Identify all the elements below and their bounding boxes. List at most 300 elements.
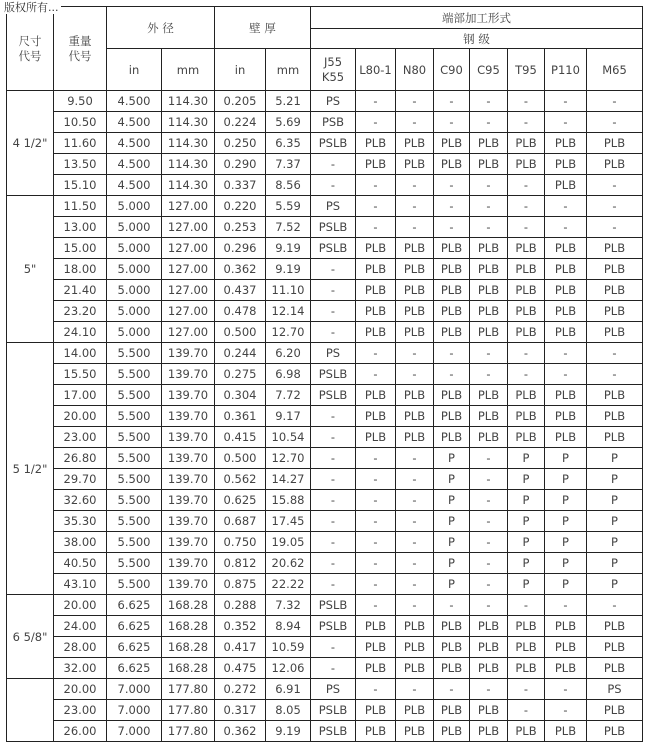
- table-cell: PLB: [545, 406, 587, 427]
- table-cell: 20.00: [54, 595, 107, 616]
- table-cell: PLB: [545, 259, 587, 280]
- table-cell: 0.250: [215, 133, 266, 154]
- table-cell: -: [434, 91, 470, 112]
- table-row: [7, 280, 643, 301]
- header-end-finish: 端部加工形式: [311, 7, 643, 29]
- header-steel-grade: 钢 级: [311, 29, 643, 49]
- table-cell: PLB: [508, 658, 545, 679]
- table-cell: -: [470, 196, 508, 217]
- table-cell: PLB: [470, 280, 508, 301]
- table-cell: 5.500: [107, 406, 162, 427]
- table-row: [7, 196, 643, 217]
- table-cell: -: [508, 679, 545, 700]
- table-row: [7, 217, 643, 238]
- table-row: [7, 406, 643, 427]
- table-cell: -: [396, 532, 434, 553]
- table-cell: 114.30: [162, 112, 215, 133]
- table-cell: P: [434, 469, 470, 490]
- table-cell: 5.59: [266, 196, 311, 217]
- table-cell: PLB: [587, 427, 643, 448]
- table-cell: PLB: [587, 238, 643, 259]
- table-cell: -: [396, 364, 434, 385]
- table-cell: -: [356, 112, 396, 133]
- table-cell: -: [434, 343, 470, 364]
- table-cell: PLB: [508, 616, 545, 637]
- table-row: [7, 553, 643, 574]
- table-cell: 5.000: [107, 217, 162, 238]
- table-row: [7, 154, 643, 175]
- table-cell: -: [311, 301, 356, 322]
- table-row: [7, 112, 643, 133]
- table-cell: 177.80: [162, 721, 215, 742]
- table-cell: -: [470, 448, 508, 469]
- table-cell: PLB: [434, 427, 470, 448]
- header-wall-thickness: 壁 厚: [215, 7, 311, 49]
- table-cell: 8.56: [266, 175, 311, 196]
- table-cell: 17.00: [54, 385, 107, 406]
- table-cell: -: [311, 532, 356, 553]
- table-cell: 20.00: [54, 406, 107, 427]
- table-cell: 0.417: [215, 637, 266, 658]
- table-cell: -: [508, 196, 545, 217]
- table-cell: PLB: [587, 721, 643, 742]
- table-cell: 0.562: [215, 469, 266, 490]
- table-cell: 5.500: [107, 511, 162, 532]
- table-cell: PLB: [587, 280, 643, 301]
- table-cell: P: [587, 511, 643, 532]
- table-cell: 9.50: [54, 91, 107, 112]
- table-cell: 5.500: [107, 364, 162, 385]
- table-cell: PLB: [545, 721, 587, 742]
- table-cell: 0.288: [215, 595, 266, 616]
- table-cell: 139.70: [162, 574, 215, 595]
- table-cell: P: [587, 574, 643, 595]
- table-cell: -: [545, 91, 587, 112]
- size-code-cell: [7, 679, 54, 742]
- table-cell: PLB: [434, 700, 470, 721]
- table-cell: PSLB: [311, 700, 356, 721]
- table-cell: -: [356, 532, 396, 553]
- table-cell: -: [311, 553, 356, 574]
- table-cell: PLB: [396, 133, 434, 154]
- table-cell: PLB: [434, 406, 470, 427]
- header-grade-l80-1: L80-1: [356, 49, 396, 91]
- header-grade-c90: C90: [434, 49, 470, 91]
- table-cell: P: [587, 553, 643, 574]
- table-cell: -: [396, 343, 434, 364]
- header-od-in: in: [107, 49, 162, 91]
- header-wt-mm: mm: [266, 49, 311, 91]
- table-row: [7, 385, 643, 406]
- table-cell: PLB: [508, 721, 545, 742]
- table-cell: 0.812: [215, 553, 266, 574]
- table-cell: PLB: [587, 637, 643, 658]
- table-cell: PLB: [587, 154, 643, 175]
- table-cell: 0.272: [215, 679, 266, 700]
- table-cell: PLB: [587, 700, 643, 721]
- table-cell: 6.625: [107, 595, 162, 616]
- table-cell: PLB: [508, 385, 545, 406]
- table-cell: PLB: [434, 616, 470, 637]
- table-cell: -: [396, 469, 434, 490]
- table-row: [7, 574, 643, 595]
- table-cell: P: [545, 532, 587, 553]
- table-cell: 0.687: [215, 511, 266, 532]
- table-cell: PLB: [545, 616, 587, 637]
- table-cell: PLB: [396, 280, 434, 301]
- table-cell: 0.352: [215, 616, 266, 637]
- table-cell: PLB: [508, 238, 545, 259]
- header-wt-in: in: [215, 49, 266, 91]
- table-cell: P: [508, 490, 545, 511]
- table-cell: -: [356, 448, 396, 469]
- table-row: [7, 238, 643, 259]
- table-cell: 127.00: [162, 301, 215, 322]
- table-cell: 13.00: [54, 217, 107, 238]
- table-cell: PLB: [396, 658, 434, 679]
- table-row: [7, 511, 643, 532]
- table-cell: 7.72: [266, 385, 311, 406]
- table-cell: -: [311, 469, 356, 490]
- table-cell: 0.625: [215, 490, 266, 511]
- table-cell: 20.00: [54, 679, 107, 700]
- table-cell: 19.05: [266, 532, 311, 553]
- table-cell: PLB: [545, 658, 587, 679]
- table-cell: 139.70: [162, 343, 215, 364]
- table-cell: -: [311, 406, 356, 427]
- table-cell: 6.625: [107, 637, 162, 658]
- table-cell: -: [587, 217, 643, 238]
- table-cell: 18.00: [54, 259, 107, 280]
- table-cell: P: [545, 448, 587, 469]
- table-cell: -: [508, 700, 545, 721]
- table-cell: 12.06: [266, 658, 311, 679]
- table-cell: 8.94: [266, 616, 311, 637]
- table-cell: -: [396, 595, 434, 616]
- table-cell: 21.40: [54, 280, 107, 301]
- table-row: [7, 637, 643, 658]
- header-od-mm: mm: [162, 49, 215, 91]
- table-row: [7, 595, 643, 616]
- table-cell: 5.000: [107, 238, 162, 259]
- table-cell: PLB: [434, 322, 470, 343]
- table-cell: 23.00: [54, 427, 107, 448]
- table-cell: PLB: [434, 154, 470, 175]
- table-row: [7, 532, 643, 553]
- table-cell: 0.224: [215, 112, 266, 133]
- table-cell: 14.00: [54, 343, 107, 364]
- header-size-code: 尺寸 代号: [7, 7, 54, 91]
- table-cell: PS: [587, 679, 643, 700]
- table-cell: PLB: [587, 322, 643, 343]
- table-row: [7, 448, 643, 469]
- table-cell: -: [545, 196, 587, 217]
- table-cell: PLB: [356, 616, 396, 637]
- table-cell: -: [434, 175, 470, 196]
- table-cell: P: [508, 448, 545, 469]
- table-cell: -: [311, 322, 356, 343]
- table-cell: PLB: [470, 133, 508, 154]
- table-cell: -: [587, 112, 643, 133]
- table-cell: PLB: [396, 238, 434, 259]
- table-cell: PSLB: [311, 595, 356, 616]
- table-cell: -: [434, 364, 470, 385]
- table-cell: -: [434, 112, 470, 133]
- table-cell: 0.304: [215, 385, 266, 406]
- table-cell: PLB: [470, 301, 508, 322]
- size-code-cell: 6 5/8": [7, 595, 54, 679]
- table-cell: PLB: [508, 427, 545, 448]
- table-cell: P: [508, 469, 545, 490]
- table-cell: PLB: [356, 301, 396, 322]
- table-cell: 5.000: [107, 322, 162, 343]
- table-cell: PLB: [396, 721, 434, 742]
- table-cell: 5.000: [107, 196, 162, 217]
- table-cell: PLB: [508, 322, 545, 343]
- table-cell: 5.500: [107, 343, 162, 364]
- table-cell: -: [545, 112, 587, 133]
- table-cell: P: [587, 490, 643, 511]
- table-cell: 5.500: [107, 385, 162, 406]
- table-cell: -: [470, 532, 508, 553]
- table-row: [7, 322, 643, 343]
- table-cell: PLB: [434, 385, 470, 406]
- table-cell: PLB: [356, 280, 396, 301]
- table-row: [7, 259, 643, 280]
- table-cell: 139.70: [162, 364, 215, 385]
- table-cell: P: [545, 511, 587, 532]
- table-cell: 0.875: [215, 574, 266, 595]
- header-grade-t95: T95: [508, 49, 545, 91]
- table-cell: -: [396, 112, 434, 133]
- table-cell: -: [356, 364, 396, 385]
- table-cell: 0.437: [215, 280, 266, 301]
- table-cell: 5.500: [107, 574, 162, 595]
- table-cell: PLB: [434, 259, 470, 280]
- table-cell: PLB: [508, 133, 545, 154]
- table-cell: 12.70: [266, 322, 311, 343]
- table-cell: P: [508, 574, 545, 595]
- table-cell: 7.52: [266, 217, 311, 238]
- table-cell: PLB: [508, 280, 545, 301]
- table-cell: -: [311, 658, 356, 679]
- table-cell: 26.80: [54, 448, 107, 469]
- table-cell: PLB: [396, 154, 434, 175]
- table-cell: PLB: [470, 406, 508, 427]
- table-cell: P: [587, 448, 643, 469]
- table-cell: 17.45: [266, 511, 311, 532]
- table-cell: 28.00: [54, 637, 107, 658]
- table-cell: P: [545, 553, 587, 574]
- table-row: [7, 427, 643, 448]
- table-cell: 15.50: [54, 364, 107, 385]
- table-cell: PLB: [587, 616, 643, 637]
- table-cell: 114.30: [162, 133, 215, 154]
- table-cell: PSLB: [311, 616, 356, 637]
- table-cell: -: [587, 175, 643, 196]
- table-cell: 168.28: [162, 658, 215, 679]
- table-cell: PLB: [356, 427, 396, 448]
- table-cell: 5.000: [107, 301, 162, 322]
- table-cell: -: [470, 553, 508, 574]
- table-cell: -: [470, 112, 508, 133]
- table-cell: 12.70: [266, 448, 311, 469]
- table-cell: PLB: [545, 154, 587, 175]
- table-cell: -: [356, 595, 396, 616]
- table-cell: 127.00: [162, 322, 215, 343]
- table-cell: -: [470, 175, 508, 196]
- table-cell: P: [587, 469, 643, 490]
- table-cell: PLB: [470, 322, 508, 343]
- table-cell: 11.10: [266, 280, 311, 301]
- table-cell: 5.500: [107, 490, 162, 511]
- table-cell: PLB: [396, 322, 434, 343]
- table-cell: -: [470, 490, 508, 511]
- table-cell: -: [508, 343, 545, 364]
- table-cell: 0.415: [215, 427, 266, 448]
- table-cell: -: [396, 196, 434, 217]
- table-cell: 139.70: [162, 532, 215, 553]
- table-cell: PS: [311, 196, 356, 217]
- table-cell: -: [311, 574, 356, 595]
- table-cell: PLB: [356, 658, 396, 679]
- table-cell: -: [356, 553, 396, 574]
- table-cell: -: [396, 574, 434, 595]
- table-cell: -: [508, 175, 545, 196]
- table-cell: PLB: [587, 406, 643, 427]
- table-cell: 8.05: [266, 700, 311, 721]
- table-cell: -: [311, 427, 356, 448]
- table-cell: PLB: [470, 721, 508, 742]
- size-code-cell: 5 1/2": [7, 343, 54, 595]
- table-cell: -: [356, 469, 396, 490]
- table-cell: 32.60: [54, 490, 107, 511]
- table-cell: PLB: [356, 637, 396, 658]
- table-cell: PSLB: [311, 364, 356, 385]
- table-cell: 0.500: [215, 448, 266, 469]
- table-cell: 5.000: [107, 259, 162, 280]
- header-grade-j55-k55: J55 K55: [311, 49, 356, 91]
- table-row: [7, 700, 643, 721]
- table-cell: PLB: [508, 406, 545, 427]
- table-cell: 0.750: [215, 532, 266, 553]
- table-row: [7, 658, 643, 679]
- table-cell: -: [508, 364, 545, 385]
- table-cell: -: [587, 343, 643, 364]
- table-cell: 20.62: [266, 553, 311, 574]
- table-cell: -: [396, 91, 434, 112]
- table-cell: -: [434, 196, 470, 217]
- table-cell: -: [356, 511, 396, 532]
- table-cell: 0.275: [215, 364, 266, 385]
- table-cell: 7.000: [107, 700, 162, 721]
- table-cell: P: [434, 511, 470, 532]
- table-cell: 0.244: [215, 343, 266, 364]
- table-cell: 6.20: [266, 343, 311, 364]
- table-cell: PLB: [470, 616, 508, 637]
- table-cell: 0.253: [215, 217, 266, 238]
- table-cell: PLB: [356, 238, 396, 259]
- table-cell: PLB: [545, 280, 587, 301]
- table-cell: -: [470, 343, 508, 364]
- table-cell: 4.500: [107, 133, 162, 154]
- table-cell: -: [311, 259, 356, 280]
- table-cell: -: [545, 700, 587, 721]
- table-cell: 35.30: [54, 511, 107, 532]
- table-cell: PLB: [587, 133, 643, 154]
- table-cell: 177.80: [162, 679, 215, 700]
- table-cell: PLB: [356, 406, 396, 427]
- table-cell: PLB: [545, 322, 587, 343]
- table-cell: 127.00: [162, 196, 215, 217]
- table-cell: PLB: [545, 133, 587, 154]
- table-cell: 0.362: [215, 721, 266, 742]
- table-cell: PLB: [396, 259, 434, 280]
- copyright-notice: 版权所有...: [4, 1, 59, 14]
- table-cell: PLB: [545, 637, 587, 658]
- table-cell: -: [396, 217, 434, 238]
- table-cell: PLB: [587, 259, 643, 280]
- table-cell: 0.317: [215, 700, 266, 721]
- table-cell: 32.00: [54, 658, 107, 679]
- table-cell: PLB: [396, 700, 434, 721]
- table-cell: 114.30: [162, 175, 215, 196]
- table-cell: 0.478: [215, 301, 266, 322]
- table-cell: -: [508, 217, 545, 238]
- table-cell: -: [545, 217, 587, 238]
- table-cell: PLB: [356, 259, 396, 280]
- table-cell: 15.88: [266, 490, 311, 511]
- header-weight-code: 重量 代号: [54, 7, 107, 91]
- table-cell: PLB: [434, 721, 470, 742]
- table-cell: 23.20: [54, 301, 107, 322]
- table-cell: PLB: [356, 700, 396, 721]
- table-cell: 24.10: [54, 322, 107, 343]
- table-cell: PLB: [508, 301, 545, 322]
- table-cell: -: [311, 154, 356, 175]
- table-cell: 0.337: [215, 175, 266, 196]
- table-cell: PLB: [470, 637, 508, 658]
- table-cell: PSLB: [311, 721, 356, 742]
- table-cell: 5.000: [107, 280, 162, 301]
- table-cell: -: [396, 490, 434, 511]
- table-cell: -: [470, 595, 508, 616]
- table-cell: 4.500: [107, 175, 162, 196]
- table-cell: 26.00: [54, 721, 107, 742]
- table-cell: PS: [311, 91, 356, 112]
- table-cell: -: [396, 511, 434, 532]
- table-cell: PLB: [434, 280, 470, 301]
- table-cell: -: [311, 490, 356, 511]
- header-grade-c95: C95: [470, 49, 508, 91]
- table-cell: -: [396, 679, 434, 700]
- table-cell: -: [508, 91, 545, 112]
- table-cell: 6.91: [266, 679, 311, 700]
- table-cell: PLB: [434, 658, 470, 679]
- table-cell: P: [434, 490, 470, 511]
- table-cell: -: [470, 469, 508, 490]
- table-cell: P: [545, 574, 587, 595]
- header-grade-p110: P110: [545, 49, 587, 91]
- table-cell: 139.70: [162, 406, 215, 427]
- table-cell: 168.28: [162, 616, 215, 637]
- table-cell: PLB: [470, 259, 508, 280]
- table-cell: PLB: [545, 238, 587, 259]
- header-outer-diameter: 外 径: [107, 7, 215, 49]
- table-cell: PLB: [434, 637, 470, 658]
- table-cell: P: [434, 553, 470, 574]
- table-cell: PLB: [470, 658, 508, 679]
